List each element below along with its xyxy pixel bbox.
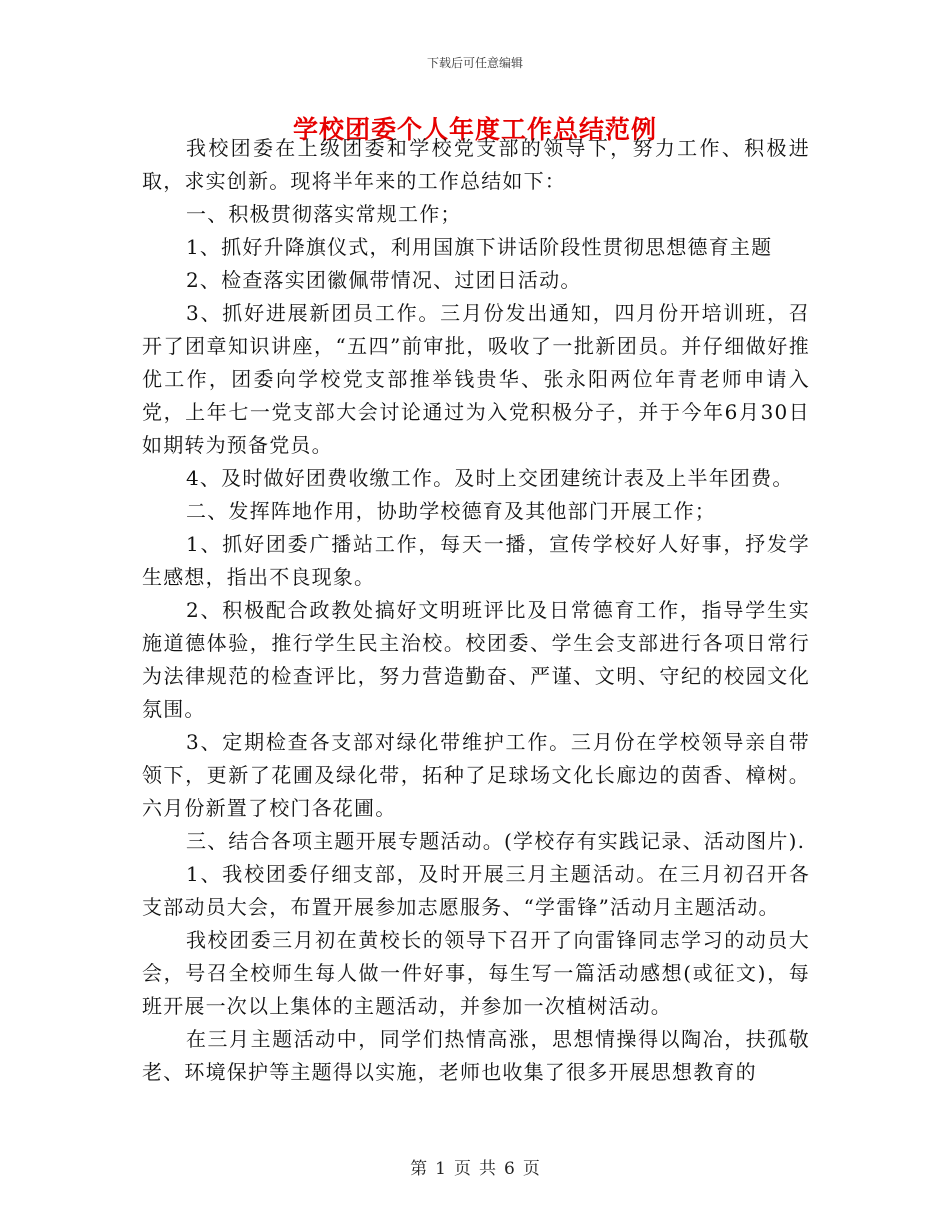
paragraph-item-1-2: 2、检查落实团徽佩带情况、过团日活动。	[186, 268, 582, 292]
paragraph-intro: 我校团委在上级团委和学校党支部的领导下，努力工作、积极进取，求实创新。现将半年来的工作总结如下：	[142, 136, 810, 193]
paragraph-section-2-heading: 二、发挥阵地作用，协助学校德育及其他部门开展工作；	[186, 499, 716, 523]
paragraph-item-1-3: 3、抓好进展新团员工作。三月份发出通知，四月份开培训班，召开了团章知识讲座，“五四”前审批，吸收了一批新团员。并仔细做好推优工作，团委向学校党支部推举钱贵华、张永阳两位年青老师申请入党，上年七一党支部大会讨论通过为入党积极分子，并于今年6月30日如期转为预备党员。	[142, 301, 810, 457]
page-number-footer	[0, 1154, 950, 1179]
paragraph-item-2-3: 3、定期检查各支部对绿化带维护工作。三月份在学校领导亲自带领下，更新了花圃及绿化带，拓种了足球场文化长廊边的茵香、樟树。六月份新置了校门各花圃。	[142, 730, 810, 820]
document-body	[142, 132, 810, 1089]
footer-suffix: 页	[522, 1159, 540, 1179]
paragraph-section-1-heading: 一、积极贯彻落实常规工作；	[186, 202, 462, 226]
paragraph-item-1-1: 1、抓好升降旗仪式，利用国旗下讲话阶段性贯彻思想德育主题	[186, 235, 773, 259]
header-note: 下载后可任意编辑	[426, 56, 523, 70]
paragraph-item-3-1: 1、我校团委仔细支部，及时开展三月主题活动。在三月初召开各支部动员大会，布置开展参加志愿服务、“学雷锋”活动月主题活动。	[142, 862, 810, 919]
document-title: 学校团委个人年度工作总结范例	[292, 115, 657, 144]
footer-total-prefix: 共	[479, 1159, 496, 1179]
paragraph-lei-feng-meeting: 我校团委三月初在黄校长的领导下召开了向雷锋同志学习的动员大会，号召全校师生每人做一件好事，每生写一篇活动感想(或征文)，每班开展一次以上集体的主题活动，并参加一次植树活动。	[142, 928, 810, 1018]
current-page-number: 1	[435, 1159, 446, 1179]
paragraph-section-3-heading: 三、结合各项主题开展专题活动。(学校存有实践记录、活动图片).	[186, 829, 806, 853]
paragraph-item-2-2: 2、积极配合政教处搞好文明班评比及日常德育工作，指导学生实施道德体验，推行学生民主治校。校团委、学生会支部进行各项日常行为法律规范的检查评比，努力营造勤奋、严谨、文明、守纪的校园文化氛围。	[142, 598, 810, 721]
footer-prefix: 第	[410, 1159, 428, 1179]
total-pages-number: 6	[504, 1159, 515, 1179]
footer-page-word: 页	[454, 1159, 471, 1179]
paragraph-march-activities: 在三月主题活动中，同学们热情高涨，思想情操得以陶冶，扶孤敬老、环境保护等主题得以实施，老师也收集了很多开展思想教育的	[142, 1027, 810, 1084]
paragraph-item-1-4: 4、及时做好团费收缴工作。及时上交团建统计表及上半年团费。	[186, 466, 794, 490]
paragraph-item-2-1: 1、抓好团委广播站工作，每天一播，宣传学校好人好事，抒发学生感想，指出不良现象。	[142, 532, 810, 589]
